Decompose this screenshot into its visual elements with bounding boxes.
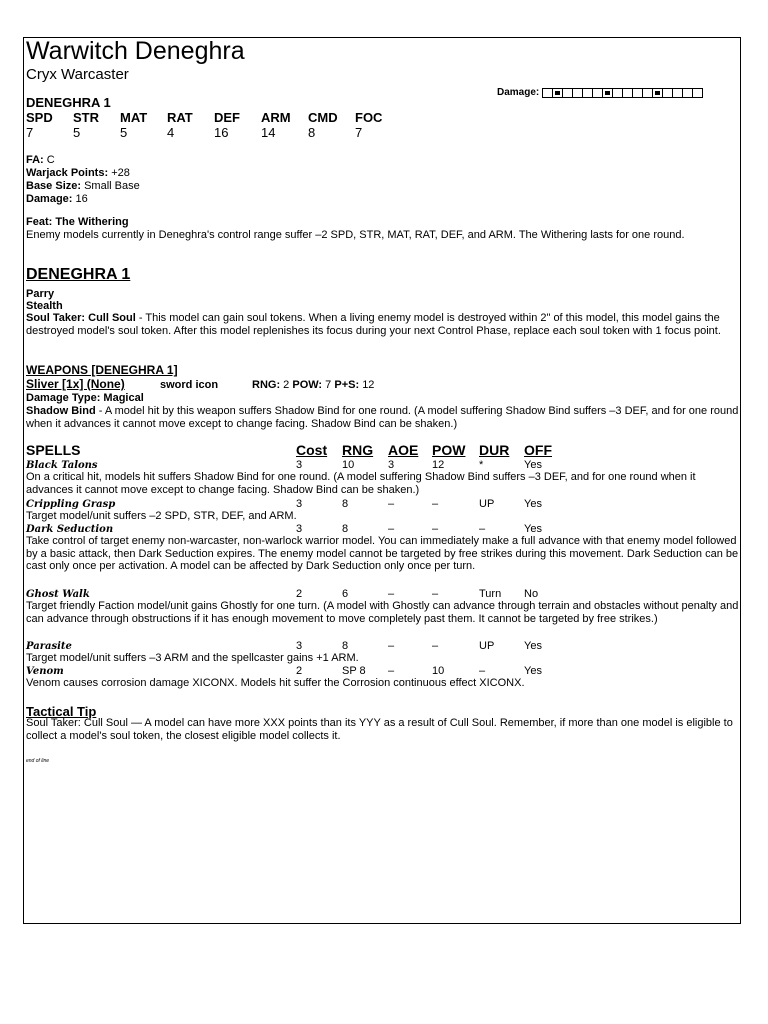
stat-value: 5: [120, 125, 128, 140]
model-name: DENEGHRA 1: [26, 95, 111, 110]
feat-title: Feat: The Withering: [26, 216, 129, 228]
spell-rng: 8: [342, 523, 349, 535]
weapon-name: Sliver [1x] (None): [26, 377, 125, 391]
damage-track: [497, 87, 703, 98]
weapon-stats: [252, 379, 374, 391]
spell-description: Venom causes corrosion damage XICONX. Models hit suffer the Corrosion continuous effect XICONX.: [26, 677, 525, 689]
warjack-points-line: [26, 167, 130, 180]
spell-pow: 12: [432, 459, 445, 471]
ability-soul-taker: [26, 312, 726, 337]
ability-stealth: Stealth: [26, 300, 63, 312]
tactical-tip-title: Tactical Tip: [26, 704, 97, 719]
spell-description: Target friendly Faction model/unit gains Ghostly for one turn. (A model with Ghostly can advance through terrain and obstacles without penalty and can advance through obstructions if it has enough movement to move completely past them. It cannot be targeted by free strikes.): [26, 600, 739, 625]
weapon-pow: 7: [325, 379, 332, 391]
ability-parry: Parry: [26, 288, 55, 300]
spell-aoe: –: [388, 498, 395, 510]
spell-cost: 2: [296, 588, 303, 600]
spell-description: Take control of target enemy non-warcaster, non-warlock warrior model. You can immediately make a full advance with that enemy model followed by a basic attack, then Dark Seduction expires. The enemy model cannot be targeted by free strikes during this movement. Dark Seduction can be cast only once per activation. A model can be affected by Dark Seduction only once per turn.: [26, 535, 739, 572]
spell-aoe: 3: [388, 459, 395, 471]
spell-column-header: Cost: [296, 442, 328, 458]
shadow-bind-text: - A model hit by this weapon suffers Shadow Bind for one round. (A model suffering Shadow Bind suffers –3 DEF, and for one round when it advances it cannot move except to change facing. Shadow Bind can be shaken.): [26, 405, 739, 430]
spell-column-header: AOE: [388, 442, 419, 458]
stat-value: 4: [167, 125, 175, 140]
stat-header: CMD: [308, 110, 338, 125]
spell-dur: Turn: [479, 588, 502, 600]
spell-off: No: [524, 588, 539, 600]
weapon-ps: 12: [362, 379, 375, 391]
weapon-shadow-bind: [26, 405, 742, 430]
spell-off: Yes: [524, 459, 542, 471]
spell-rng: SP 8: [342, 665, 366, 677]
stat-value: 14: [261, 125, 276, 140]
spell-aoe: –: [388, 588, 395, 600]
weapon-rng: 2: [283, 379, 290, 391]
spell-aoe: –: [388, 523, 395, 535]
spell-rng: 6: [342, 588, 349, 600]
feat-body: Enemy models currently in Deneghra's control range suffer –2 SPD, STR, MAT, RAT, DEF, and ARM. The Withering lasts for one round.: [26, 229, 685, 241]
weapon-line: [26, 377, 374, 391]
spell-cost: 3: [296, 523, 303, 535]
spell-description: Target model/unit suffers –3 ARM and the spellcaster gains +1 ARM.: [26, 652, 359, 664]
stat-header: RAT: [167, 110, 193, 125]
spell-dur: –: [479, 665, 486, 677]
spell-off: Yes: [524, 523, 542, 535]
spell-dur: UP: [479, 498, 495, 510]
spell-aoe: –: [388, 665, 395, 677]
stat-value: 7: [355, 125, 363, 140]
spell-rng: 10: [342, 459, 355, 471]
weapon-pow-label: POW:: [292, 379, 323, 391]
fa-value: C: [46, 154, 55, 166]
shadow-bind-label: Shadow Bind: [26, 405, 96, 417]
base-size-label: Base Size:: [26, 180, 82, 192]
spell-name: Venom: [26, 666, 64, 677]
spell-description: On a critical hit, models hit suffers Shadow Bind for one round. (A model suffering Shadow Bind suffers –3 DEF, and for one round when it advances it cannot move except to change facing. Shadow Bind can be shaken.): [26, 471, 696, 496]
stat-value: 16: [214, 125, 229, 140]
spell-aoe: –: [388, 640, 395, 652]
stat-value: 5: [73, 125, 81, 140]
stat-values: [26, 125, 402, 140]
spell-pow: 10: [432, 665, 445, 677]
warjack-points-label: Warjack Points:: [26, 167, 109, 179]
stat-header: FOC: [355, 110, 383, 125]
damage-line: [26, 193, 88, 206]
spell-cost: 3: [296, 498, 303, 510]
end-of-line-marker: end of line: [26, 758, 50, 764]
spell-name: Black Talons: [26, 460, 98, 471]
spell-off: Yes: [524, 498, 542, 510]
weapon-ps-label: P+S:: [334, 379, 360, 391]
spell-name: Parasite: [26, 641, 72, 652]
damage-track-label: Damage:: [497, 87, 540, 98]
spell-rng: 8: [342, 498, 349, 510]
fa-label: FA:: [26, 154, 44, 166]
damage-label: Damage:: [26, 193, 73, 205]
spell-dur: *: [479, 459, 484, 471]
spell-dur: UP: [479, 640, 495, 652]
spell-pow: –: [432, 640, 439, 652]
spell-rng: 8: [342, 640, 349, 652]
spell-pow: –: [432, 523, 439, 535]
spell-column-header: DUR: [479, 442, 510, 458]
weapons-heading: WEAPONS [DENEGHRA 1]: [26, 363, 178, 377]
spell-pow: –: [432, 588, 439, 600]
spell-name: Dark Seduction: [26, 524, 114, 535]
spell-cost: 2: [296, 665, 303, 677]
spells-heading: SPELLS: [26, 442, 81, 458]
spell-cost: 3: [296, 640, 303, 652]
spell-column-header: OFF: [524, 442, 552, 458]
stat-value: 8: [308, 125, 316, 140]
stat-headers: [26, 110, 402, 125]
spell-column-header: RNG: [342, 442, 374, 458]
stat-header: ARM: [261, 110, 291, 125]
base-size-value: Small Base: [84, 180, 140, 192]
stat-header: SPD: [26, 110, 53, 125]
tactical-tip-body: Soul Taker: Cull Soul — A model can have more XXX points than its YYY as a result of Cull Soul. Remember, if more than one model is eligible to collect a model's soul token, the closest eligible model collects it.: [26, 717, 733, 742]
spell-dur: –: [479, 523, 486, 535]
stat-header: STR: [73, 110, 99, 125]
card-title: Warwitch Deneghra: [26, 37, 245, 65]
spell-off: Yes: [524, 640, 542, 652]
card-subtitle: Cryx Warcaster: [26, 66, 129, 83]
stat-header: DEF: [214, 110, 240, 125]
soul-taker-text: - This model can gain soul tokens. When a living enemy model is destroyed within 2" of this model, this model gains the destroyed model's soul token. After this model replenishes its focus during your next Control Phase, replace each soul token with 1 focus point.: [26, 312, 721, 337]
spell-name: Crippling Grasp: [26, 499, 116, 510]
stat-value: 7: [26, 125, 34, 140]
spell-off: Yes: [524, 665, 542, 677]
spell-name: Ghost Walk: [26, 589, 90, 600]
damage-box[interactable]: [692, 88, 703, 98]
damage-boxes: [542, 88, 703, 98]
damage-value: 16: [75, 193, 88, 205]
spell-pow: –: [432, 498, 439, 510]
weapon-damage-type: Damage Type: Magical: [26, 392, 144, 404]
abilities-heading: DENEGHRA 1: [26, 266, 131, 283]
fa-line: [26, 154, 55, 167]
spell-column-header: POW: [432, 442, 466, 458]
weapon-rng-label: RNG:: [252, 379, 281, 391]
soul-taker-label: Soul Taker: Cull Soul: [26, 312, 136, 324]
warjack-points-value: +28: [111, 167, 130, 179]
base-size-line: [26, 180, 140, 193]
spell-cost: 3: [296, 459, 303, 471]
stat-header: MAT: [120, 110, 148, 125]
spells-header: [26, 442, 746, 460]
sword-icon: sword icon: [160, 379, 219, 391]
stat-table: [26, 110, 402, 140]
spell-description: Target model/unit suffers –2 SPD, STR, DEF, and ARM.: [26, 510, 297, 522]
